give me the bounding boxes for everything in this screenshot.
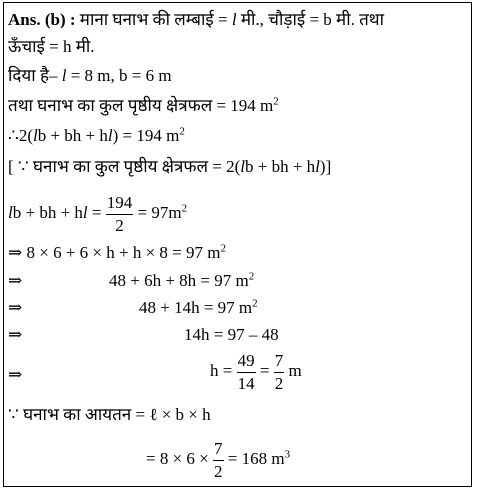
- given-line: दिया है– l = 8 m, b = 6 m: [8, 66, 172, 85]
- therefore-line: ∴2(lb + bh + hl) = 194 $m^2$: [8, 125, 185, 145]
- surface-area-line: तथा घनाभ का कुल पृष्ठीय क्षेत्रफल = 194 $m^2$: [8, 95, 279, 115]
- answer-box: [3, 2, 472, 487]
- intro-line-2: ऊँचाई = h मी.: [8, 37, 95, 56]
- equation-1: lb + bh + hl = $\frac{194}{2}$ = $97m^2$: [8, 192, 188, 235]
- fraction-49-14: $\frac{49}{14}$: [237, 350, 255, 393]
- volume-result: = 8 × 6 × $\frac{7}{2}$ = 168 $m^3$: [146, 438, 291, 481]
- step-3: 48 + 14h = 97 $m^2$: [139, 297, 258, 317]
- step-2-arrow: ⇒: [8, 271, 23, 290]
- fraction-7-2: $\frac{7}{2}$: [274, 350, 284, 393]
- step-3-arrow: ⇒: [8, 298, 23, 317]
- answer-label: Ans. (b) :: [8, 10, 76, 29]
- fraction-7-2-volume: $\frac{7}{2}$: [214, 438, 223, 481]
- step-4: 14h = 97 – 48: [184, 325, 279, 344]
- step-5: h = $\frac{49}{14}$ = $\frac{7}{2}$ m: [210, 350, 302, 393]
- step-1: ⇒ 8 × 6 + 6 × h + h × 8 = 97 $m^2$: [8, 242, 226, 262]
- step-2: 48 + 6h + 8h = 97 $m^2$: [109, 270, 255, 290]
- step-5-arrow: ⇒: [8, 365, 23, 384]
- fraction-194-2: $\frac{194}{2}$: [106, 192, 133, 235]
- because-line: [ ∵ घनाभ का कुल पृष्ठीय क्षेत्रफल = 2(lb + bh + hl)]: [8, 157, 332, 176]
- step-4-arrow: ⇒: [8, 325, 23, 344]
- intro-line-1: Ans. (b) : माना घनाभ की लम्बाई = l मी., चौड़ाई = b मी. तथा: [8, 10, 385, 29]
- volume-line: ∵ घनाभ का आयतन = ℓ × b × h: [8, 405, 211, 424]
